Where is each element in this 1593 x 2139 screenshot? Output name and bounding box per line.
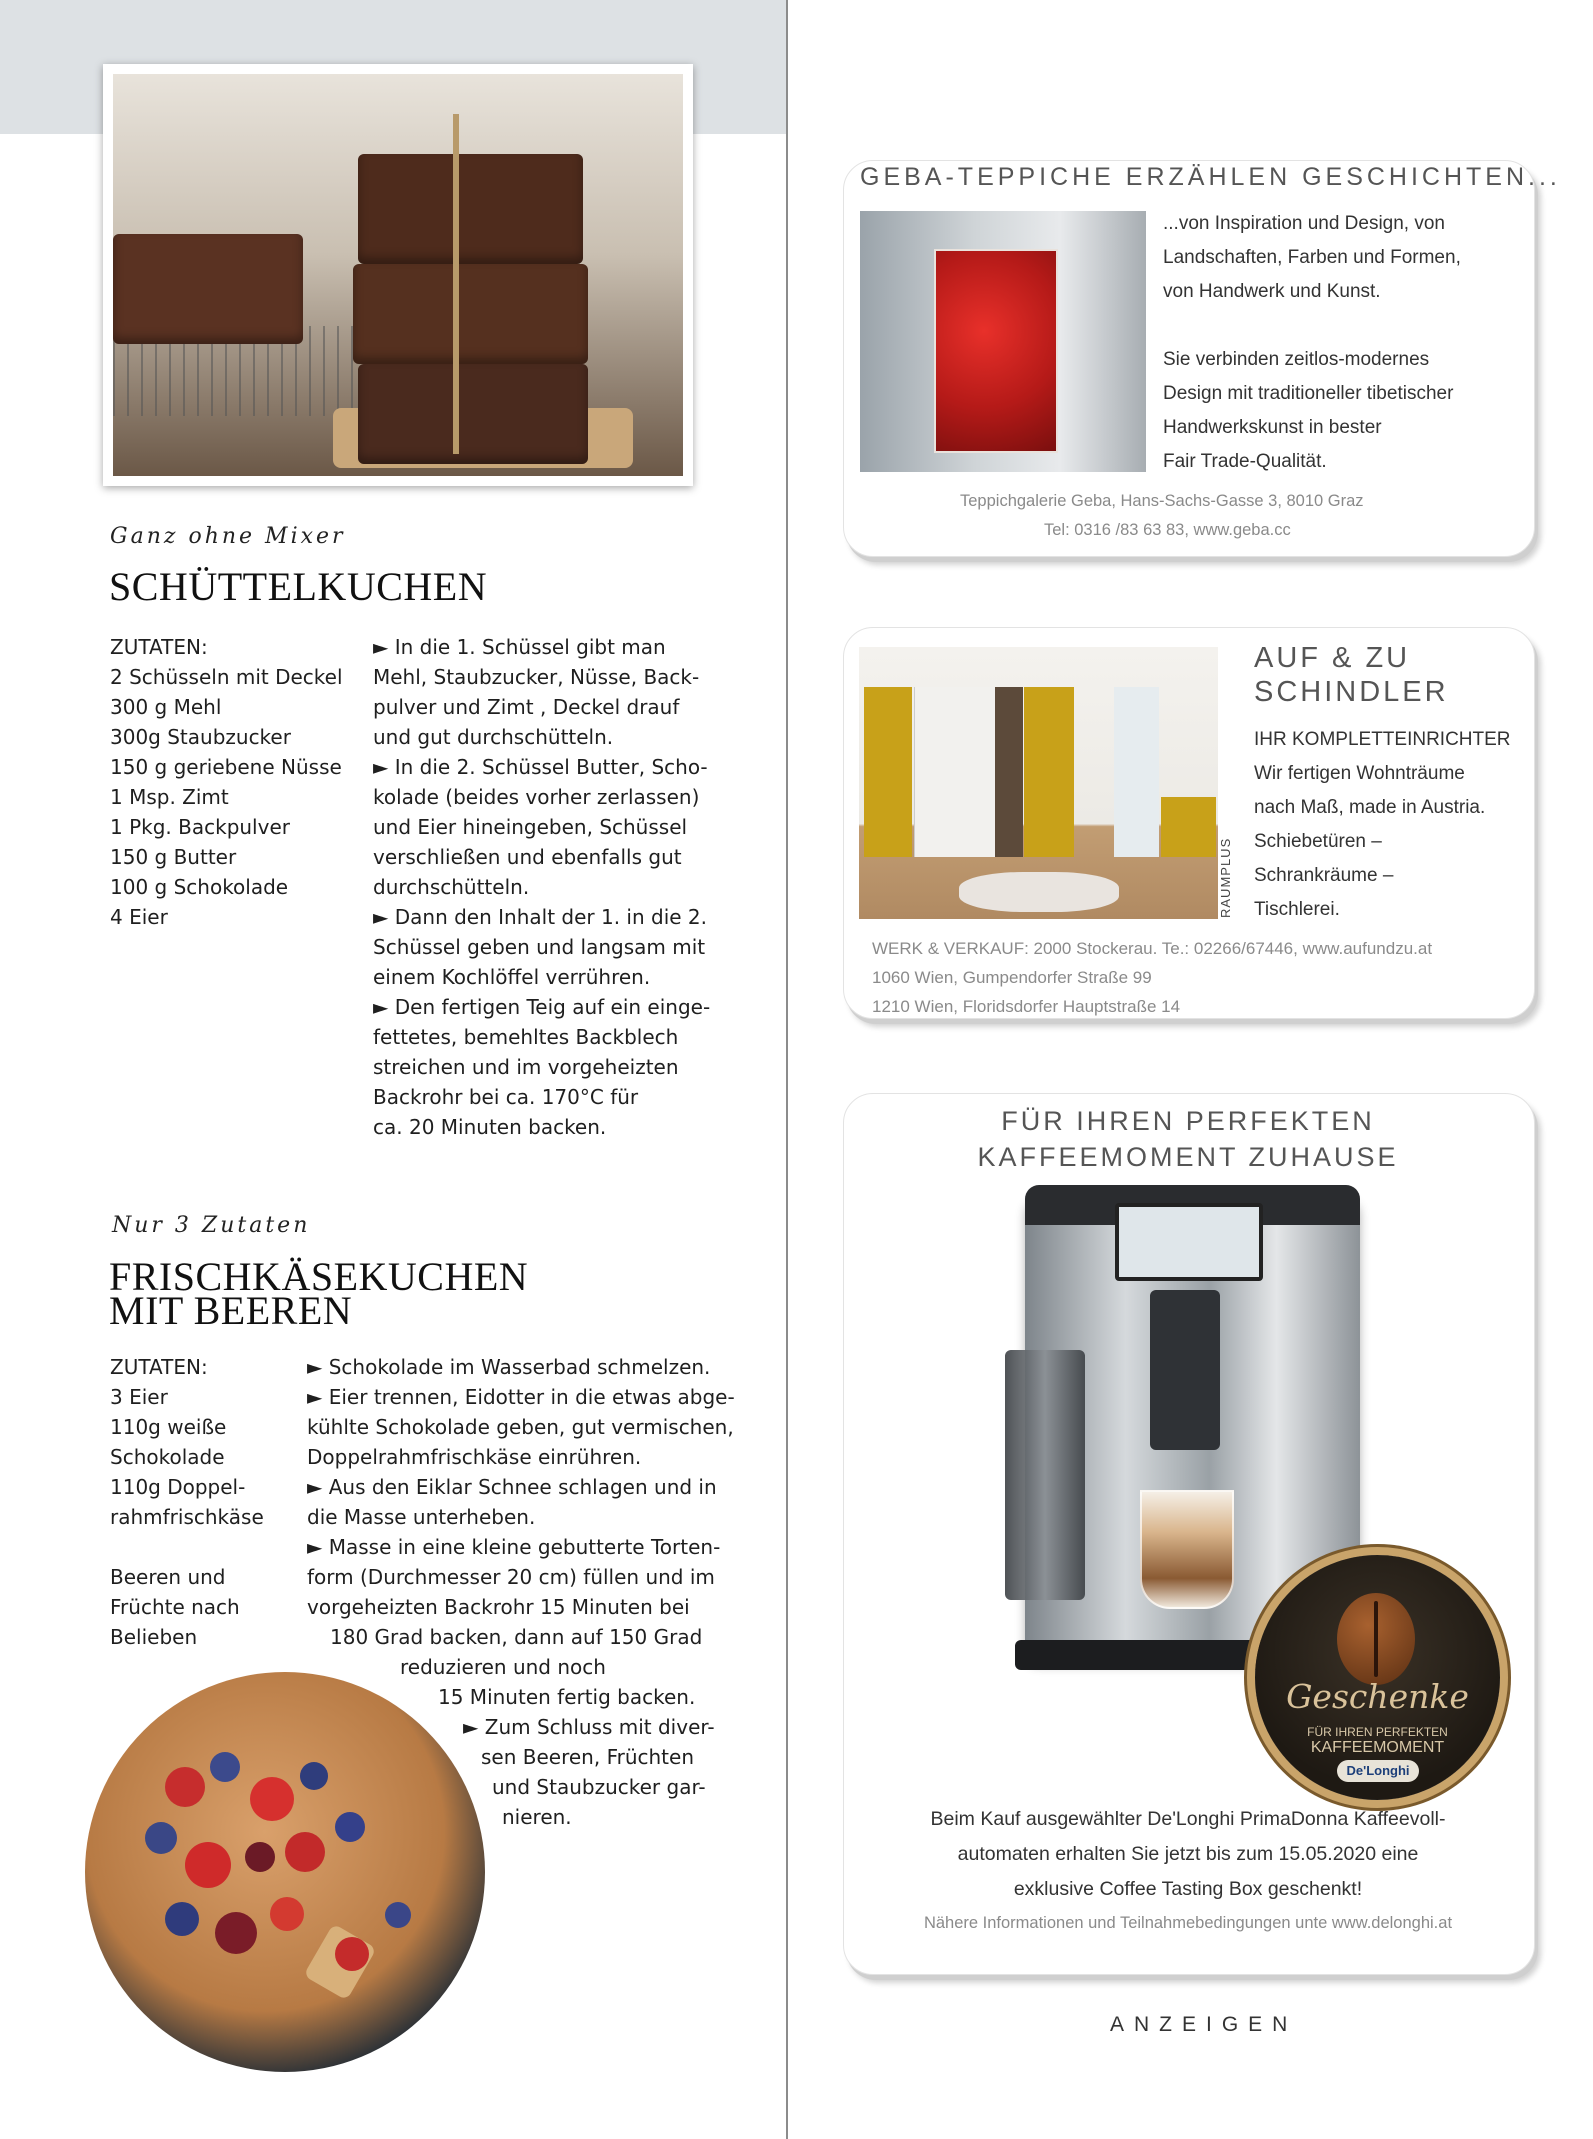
ingredient-line: 4 Eier [110, 905, 168, 929]
step-line: ► Schokolade im Wasserbad schmelzen. [307, 1355, 711, 1379]
delonghi-text [843, 1802, 1533, 1907]
badge-script: Geschenke [1286, 1677, 1469, 1716]
ingredient-line: ZUTATEN: [110, 635, 208, 659]
wardrobe-photo [859, 647, 1218, 919]
step-line: durchschütteln. [373, 875, 530, 899]
recipe1-ingredients [110, 632, 343, 932]
coffee-bean-icon [1337, 1593, 1415, 1685]
geba-text-line: Fair Trade-Qualität. [1163, 451, 1327, 472]
step-line: einem Kochlöffel verrühren. [373, 965, 651, 989]
step-line: ► Dann den Inhalt der 1. in die 2. [373, 905, 708, 929]
ingredient-line: Belieben [110, 1625, 198, 1649]
step-line: ► In die 1. Schüssel gibt man [373, 635, 666, 659]
geba-carpet-photo [860, 211, 1146, 472]
geba-text-line: ...von Inspiration und Design, von [1163, 213, 1446, 234]
ingredient-line: 150 g geriebene Nüsse [110, 755, 342, 779]
ingredient-line: ZUTATEN: [110, 1355, 208, 1379]
column-divider [786, 0, 788, 2139]
step-line: ► Eier trennen, Eidotter in die etwas abge- [307, 1385, 735, 1409]
step-line: vorgeheizten Backrohr 15 Minuten bei [307, 1595, 690, 1619]
step-line: ► Aus den Eiklar Schnee schlagen und in [307, 1475, 717, 1499]
geba-contact: Tel: 0316 /83 63 83, www.geba.cc [1044, 521, 1291, 539]
badge-line1: FÜR IHREN PERFEKTEN [1307, 1725, 1448, 1739]
step-line: Schüssel geben und langsam mit [373, 935, 706, 959]
heading-line: KAFFEEMOMENT ZUHAUSE [977, 1142, 1399, 1172]
gift-badge [1255, 1555, 1500, 1800]
brand-line: AUF & ZU [1254, 642, 1411, 674]
brand-line: SCHINDLER [1254, 676, 1449, 708]
ingredient-line: rahmfrischkäse [110, 1505, 264, 1529]
badge-line2: KAFFEEMOMENT [1310, 1739, 1445, 1756]
step-line: ► In die 2. Schüssel Butter, Scho- [373, 755, 708, 779]
cheesecake-photo [85, 1672, 485, 2072]
recipe2-subtitle: Nur 3 Zutaten [112, 1213, 311, 1238]
step-line: die Masse unterheben. [307, 1505, 536, 1529]
step-line: und Eier hineingeben, Schüssel [373, 815, 688, 839]
heading-line: FÜR IHREN PERFEKTEN [1001, 1106, 1375, 1136]
step-line: Mehl, Staubzucker, Nüsse, Back- [373, 665, 700, 689]
ingredient-line: Beeren und [110, 1565, 226, 1589]
step-line: streichen und im vorgeheizten [373, 1055, 679, 1079]
recipe1-steps [373, 632, 710, 1142]
address-line: WERK & VERKAUF: 2000 Stockerau. Te.: 02266/67446, www.aufundzu.at [872, 939, 1433, 958]
address-line: 1060 Wien, Gumpendorfer Straße 99 [872, 968, 1152, 987]
ingredient-line: 110g weiße [110, 1415, 227, 1439]
geba-text-line: von Handwerk und Kunst. [1163, 281, 1381, 302]
ingredient-line: 1 Pkg. Backpulver [110, 815, 290, 839]
step-line: Backrohr bei ca. 170°C für [373, 1085, 639, 1109]
step-line: ► Zum Schluss mit diver- [463, 1715, 715, 1739]
recipe1-subtitle: Ganz ohne Mixer [110, 524, 346, 549]
step-line: nieren. [502, 1805, 572, 1829]
ads-label: ANZEIGEN [1110, 2013, 1298, 2036]
step-line: form (Durchmesser 20 cm) füllen und im [307, 1565, 715, 1589]
step-line: ca. 20 Minuten backen. [373, 1115, 607, 1139]
step-line: reduzieren und noch [400, 1655, 606, 1679]
schindler-brand [1254, 641, 1449, 709]
ingredient-line: 100 g Schokolade [110, 875, 289, 899]
geba-text-line: Design mit traditioneller tibetischer [1163, 383, 1454, 404]
recipe2-title-line2: MIT BEEREN [109, 1288, 353, 1333]
schindler-text [1254, 723, 1511, 927]
geba-text-line: Sie verbinden zeitlos-modernes [1163, 349, 1430, 370]
step-line: sen Beeren, Früchten [481, 1745, 695, 1769]
step-line: kolade (beides vorher zerlassen) [373, 785, 700, 809]
ingredient-line: Früchte nach [110, 1595, 240, 1619]
schindler-text-line: Schrankräume – [1254, 865, 1394, 886]
geba-text-line: Landschaften, Farben und Formen, [1163, 247, 1461, 268]
step-line: 180 Grad backen, dann auf 150 Grad [330, 1625, 703, 1649]
ingredient-line: Schokolade [110, 1445, 225, 1469]
delonghi-text-line: exklusive Coffee Tasting Box geschenkt! [1013, 1878, 1363, 1900]
delonghi-text-line: automaten erhalten Sie jetzt bis zum 15.05.2020 eine [957, 1843, 1419, 1865]
geba-address: Teppichgalerie Geba, Hans-Sachs-Gasse 3, 8010 Graz [960, 492, 1364, 510]
geba-text-line: Handwerkskunst in bester [1163, 417, 1382, 438]
geba-heading: GEBA-TEPPICHE ERZÄHLEN GESCHICHTEN... [860, 163, 1561, 191]
schindler-text-line: nach Maß, made in Austria. [1254, 797, 1486, 818]
delonghi-note: Nähere Informationen und Teilnahmebedingungen unte www.delonghi.at [923, 1914, 1453, 1932]
schindler-text-line: Tischlerei. [1254, 899, 1340, 920]
step-line: und gut durchschütteln. [373, 725, 614, 749]
schindler-addresses [872, 934, 1432, 1021]
step-line: ► Masse in eine kleine gebutterte Torten- [307, 1535, 721, 1559]
delonghi-text-line: Beim Kauf ausgewählter De'Longhi PrimaDonna Kaffeevoll- [930, 1808, 1446, 1830]
step-line: und Staubzucker gar- [492, 1775, 706, 1799]
delonghi-heading [843, 1103, 1533, 1175]
ingredient-line: 300g Staubzucker [110, 725, 291, 749]
step-line: pulver und Zimt , Deckel drauf [373, 695, 680, 719]
geba-text [1163, 207, 1461, 479]
ingredient-line: 1 Msp. Zimt [110, 785, 229, 809]
recipe2-ingredients [110, 1352, 264, 1652]
schindler-text-line: Schiebetüren – [1254, 831, 1382, 852]
step-line: fettetes, bemehltes Backblech [373, 1025, 679, 1049]
image-credit: RAUMPLUS [1218, 837, 1233, 918]
geba-text-line [1163, 309, 1461, 343]
step-line: verschließen und ebenfalls gut [373, 845, 682, 869]
ingredient-line: 300 g Mehl [110, 695, 222, 719]
ingredient-line: 2 Schüsseln mit Deckel [110, 665, 343, 689]
recipe2-title [109, 1254, 529, 1333]
recipe2-steps [307, 1352, 735, 1622]
schindler-text-line: Wir fertigen Wohnträume [1254, 763, 1465, 784]
delonghi-logo: De'Longhi [1337, 1760, 1419, 1782]
brownie-photo [103, 64, 693, 486]
step-line: ► Den fertigen Teig auf ein einge- [373, 995, 711, 1019]
step-line: Doppelrahmfrischkäse einrühren. [307, 1445, 642, 1469]
ingredient-line [110, 1532, 264, 1562]
recipe1-title: SCHÜTTELKUCHEN [109, 564, 488, 609]
ingredient-line: 110g Doppel- [110, 1475, 246, 1499]
ingredient-line: 150 g Butter [110, 845, 237, 869]
step-line: kühlte Schokolade geben, gut vermischen, [307, 1415, 734, 1439]
recipe2-title-line1: FRISCHKÄSEKUCHEN [109, 1254, 529, 1299]
address-line: 1210 Wien, Floridsdorfer Hauptstraße 14 [872, 997, 1181, 1016]
schindler-text-line: IHR KOMPLETTEINRICHTER [1254, 729, 1511, 750]
step-line: 15 Minuten fertig backen. [438, 1685, 696, 1709]
ingredient-line: 3 Eier [110, 1385, 168, 1409]
